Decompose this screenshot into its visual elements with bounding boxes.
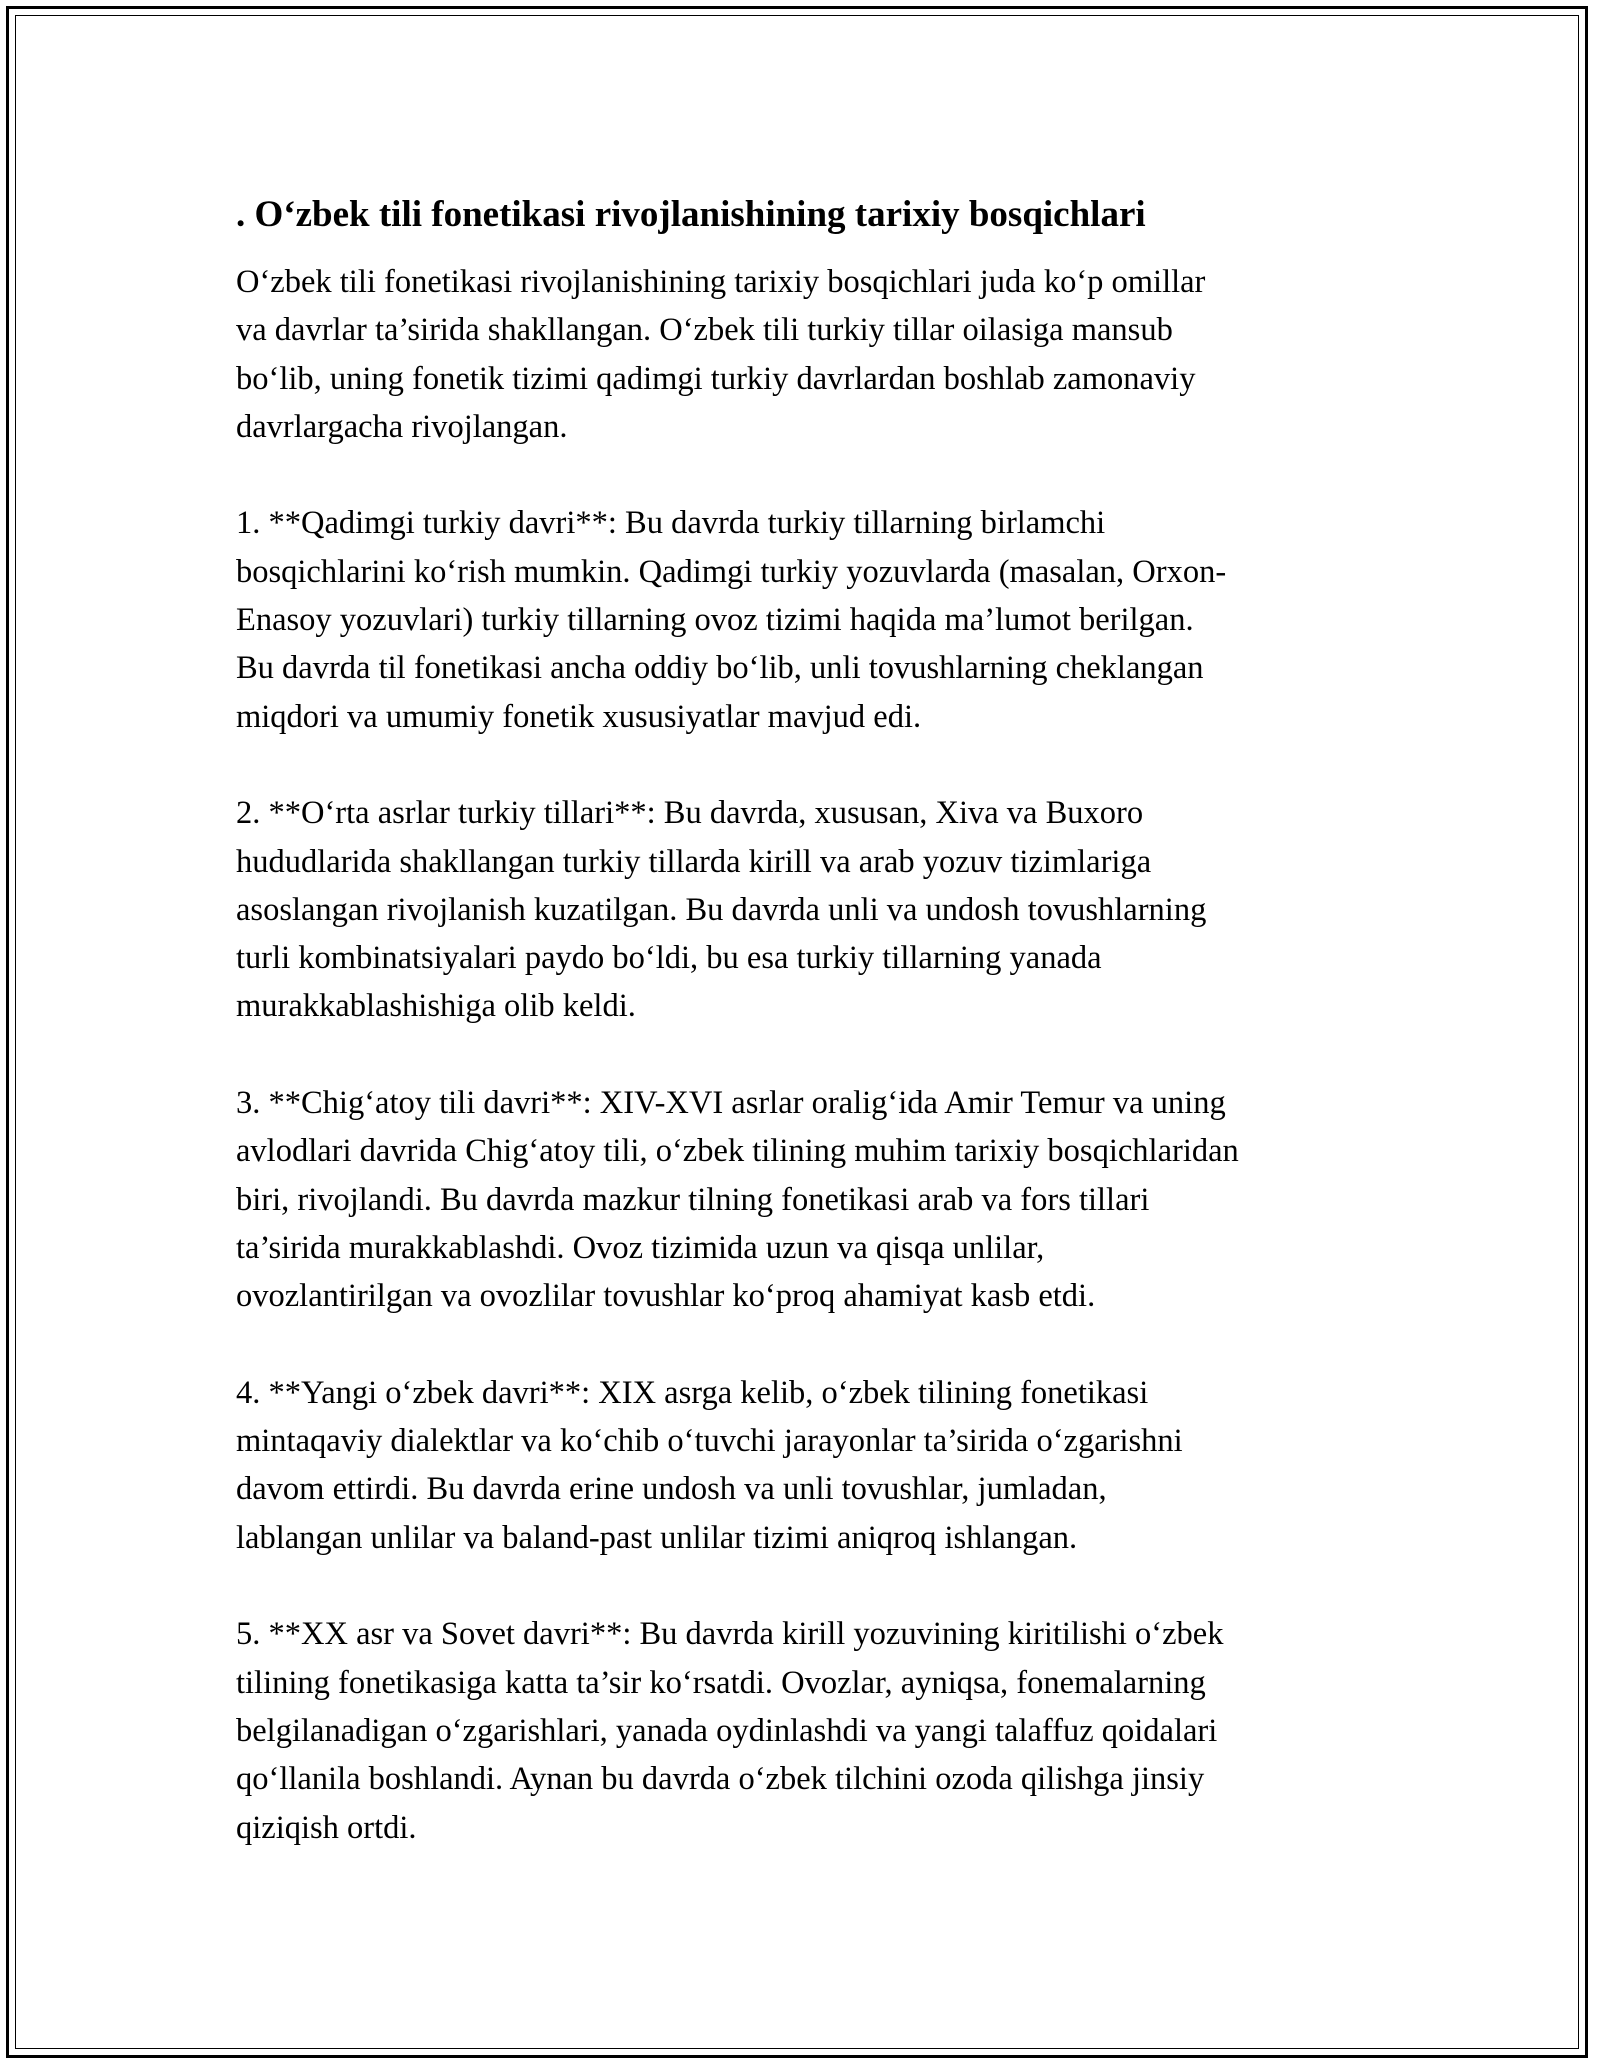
paragraph-line: tilining fonetikasiga katta ta’sir ko‘rsatdi. Ovozlar, ayniqsa, fonemalarning: [236, 1664, 1206, 1701]
paragraph-line: bo‘lib, uning fonetik tizimi qadimgi turkiy davrlardan boshlab zamonaviy: [236, 360, 1196, 397]
paragraph-line: miqdori va umumiy fonetik xususiyatlar mavjud edi.: [236, 698, 922, 735]
paragraph-line: turli kombinatsiyalari paydo bo‘ldi, bu esa turkiy tillarning yanada: [236, 940, 1102, 977]
paragraph-line: biri, rivojlandi. Bu davrda mazkur tilning fonetikasi arab va fors tillari: [236, 1181, 1150, 1218]
paragraph-line: ta’sirida murakkablashdi. Ovoz tizimida uzun va qisqa unlilar,: [236, 1229, 1045, 1266]
paragraph-line: 4. **Yangi o‘zbek davri**: XIX asrga kelib, o‘zbek tilining fonetikasi: [236, 1374, 1149, 1411]
intro-paragraph: [236, 258, 1386, 451]
paragraph-line: 5. **XX asr va Sovet davri**: Bu davrda kirill yozuvining kiritilishi o‘zbek: [236, 1616, 1224, 1653]
paragraph-line: qiziqish ortdi.: [236, 1809, 417, 1846]
paragraph-line: lablangan unlilar va baland-past unlilar tizimi aniqroq ishlangan.: [236, 1519, 1078, 1556]
section-5-paragraph: [236, 1610, 1386, 1851]
paragraph-line: 1. **Qadimgi turkiy davri**: Bu davrda turkiy tillarning birlamchi: [236, 505, 1106, 542]
paragraph-line: bosqichlarini ko‘rish mumkin. Qadimgi turkiy yozuvlarda (masalan, Orxon-: [236, 553, 1227, 590]
paragraph-line: qo‘llanila boshlandi. Aynan bu davrda o‘zbek tilchini ozoda qilishga jinsiy: [236, 1761, 1205, 1798]
section-2-paragraph: [236, 789, 1386, 1030]
document-body: [236, 180, 1386, 1900]
paragraph-line: va davrlar ta’sirida shakllangan. O‘zbek tili turkiy tillar oilasiga mansub: [236, 312, 1173, 349]
paragraph-line: murakkablashishiga olib keldi.: [236, 988, 636, 1025]
paragraph-line: 2. **O‘rta asrlar turkiy tillari**: Bu davrda, xususan, Xiva va Buxoro: [236, 795, 1144, 832]
paragraph-line: ovozlantirilgan va ovozlilar tovushlar ko‘proq ahamiyat kasb etdi.: [236, 1278, 1096, 1315]
paragraph-line: hududlarida shakllangan turkiy tillarda kirill va arab yozuv tizimlariga: [236, 843, 1152, 880]
section-4-paragraph: [236, 1369, 1386, 1562]
paragraph-line: Bu davrda til fonetikasi ancha oddiy bo‘lib, unli tovushlarning cheklangan: [236, 650, 1204, 687]
paragraph-line: asoslangan rivojlanish kuzatilgan. Bu davrda unli va undosh tovushlarning: [236, 891, 1207, 928]
paragraph-line: davom ettirdi. Bu davrda erine undosh va unli tovushlar, jumladan,: [236, 1471, 1107, 1508]
paragraph-line: O‘zbek tili fonetikasi rivojlanishining tarixiy bosqichlari juda ko‘p omillar: [236, 264, 1206, 300]
document-title: . O‘zbek tili fonetikasi rivojlanishining tarixiy bosqichlari: [236, 194, 1146, 235]
section-1-paragraph: [236, 499, 1386, 740]
paragraph-line: avlodlari davrida Chig‘atoy tili, o‘zbek tilining muhim tarixiy bosqichlaridan: [236, 1133, 1239, 1170]
paragraph-line: belgilanadigan o‘zgarishlari, yanada oydinlashdi va yangi talaffuz qoidalari: [236, 1712, 1218, 1749]
paragraph-line: mintaqaviy dialektlar va ko‘chib o‘tuvchi jarayonlar ta’sirida o‘zgarishni: [236, 1423, 1183, 1460]
section-3-paragraph: [236, 1079, 1386, 1320]
paragraph-line: 3. **Chig‘atoy tili davri**: XIV-XVI asrlar oralig‘ida Amir Temur va uning: [236, 1085, 1226, 1122]
paragraph-line: davrlargacha rivojlangan.: [236, 408, 568, 445]
paragraph-line: Enasoy yozuvlari) turkiy tillarning ovoz tizimi haqida ma’lumot berilgan.: [236, 602, 1194, 639]
